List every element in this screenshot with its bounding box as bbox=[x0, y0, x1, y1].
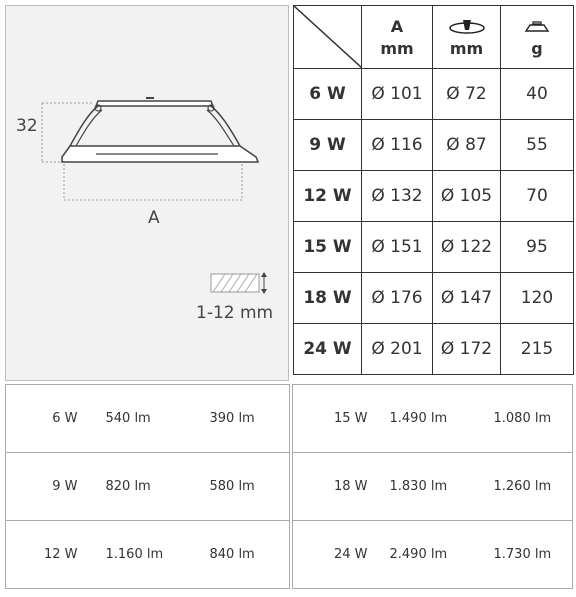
spec-a-value: Ø 116 bbox=[362, 120, 433, 171]
lumen-row bbox=[6, 453, 290, 521]
lumen-spacer bbox=[368, 521, 390, 589]
lumen-power: 6 W bbox=[6, 385, 78, 453]
lumen-power: 9 W bbox=[6, 453, 78, 521]
lumen-table-left bbox=[5, 384, 290, 589]
lumen-power: 12 W bbox=[6, 521, 78, 589]
weight-icon bbox=[501, 17, 573, 39]
spec-power: 9 W bbox=[294, 120, 362, 171]
spec-row bbox=[294, 222, 574, 273]
lumen-table-right bbox=[292, 384, 573, 589]
spec-weight-value: 70 bbox=[501, 171, 574, 222]
lumen-value-2: 580 lm bbox=[210, 453, 290, 521]
lumen-power: 15 W bbox=[293, 385, 368, 453]
spec-row bbox=[294, 171, 574, 222]
diagonal-line-icon bbox=[294, 6, 362, 68]
lumen-spacer bbox=[368, 453, 390, 521]
lumen-value-1: 1.490 lm bbox=[390, 385, 494, 453]
spec-cutout-value: Ø 147 bbox=[433, 273, 501, 324]
spec-a-value: Ø 151 bbox=[362, 222, 433, 273]
lumen-value-2: 840 lm bbox=[210, 521, 290, 589]
header-weight-unit: g bbox=[531, 38, 543, 58]
lumen-value-1: 820 lm bbox=[106, 453, 210, 521]
lumen-spacer bbox=[78, 453, 106, 521]
spec-a-value: Ø 201 bbox=[362, 324, 433, 375]
lumen-value-2: 390 lm bbox=[210, 385, 290, 453]
lumen-spacer bbox=[78, 521, 106, 589]
header-a-mm bbox=[362, 6, 433, 69]
spec-power: 12 W bbox=[294, 171, 362, 222]
header-cutout-unit: mm bbox=[449, 38, 484, 58]
cutout-hole-icon bbox=[433, 17, 500, 39]
ceiling-thickness-label: 1-12 mm bbox=[196, 303, 274, 323]
lumen-power: 18 W bbox=[293, 453, 368, 521]
lumen-power: 24 W bbox=[293, 521, 368, 589]
spec-cutout-value: Ø 105 bbox=[433, 171, 501, 222]
spec-cutout-value: Ø 172 bbox=[433, 324, 501, 375]
spec-power: 6 W bbox=[294, 69, 362, 120]
lumen-value-1: 540 lm bbox=[106, 385, 210, 453]
spec-cutout-value: Ø 122 bbox=[433, 222, 501, 273]
lumen-value-1: 1.160 lm bbox=[106, 521, 210, 589]
diagonal-corner-cell bbox=[294, 6, 362, 69]
spec-cutout-value: Ø 87 bbox=[433, 120, 501, 171]
lumen-row bbox=[293, 385, 573, 453]
lumen-spacer bbox=[78, 385, 106, 453]
spec-a-value: Ø 132 bbox=[362, 171, 433, 222]
spec-power: 15 W bbox=[294, 222, 362, 273]
spec-row bbox=[294, 120, 574, 171]
spec-power: 18 W bbox=[294, 273, 362, 324]
spec-row bbox=[294, 69, 574, 120]
spec-row bbox=[294, 324, 574, 375]
fixture-profile-drawing bbox=[6, 6, 290, 382]
height-dimension-label: 32 bbox=[16, 116, 38, 136]
lumen-row bbox=[293, 453, 573, 521]
spec-weight-value: 55 bbox=[501, 120, 574, 171]
spec-row bbox=[294, 273, 574, 324]
lumen-value-1: 2.490 lm bbox=[390, 521, 494, 589]
spec-a-value: Ø 176 bbox=[362, 273, 433, 324]
lumen-value-1: 1.830 lm bbox=[390, 453, 494, 521]
lumen-value-2: 1.080 lm bbox=[494, 385, 573, 453]
lumen-value-2: 1.260 lm bbox=[494, 453, 573, 521]
a-dimension-label: A bbox=[148, 208, 160, 228]
fixture-drawing-panel bbox=[5, 5, 289, 381]
spec-cutout-value: Ø 72 bbox=[433, 69, 501, 120]
lumen-spacer bbox=[368, 385, 390, 453]
lumen-row bbox=[6, 521, 290, 589]
spec-weight-value: 120 bbox=[501, 273, 574, 324]
spec-weight-value: 95 bbox=[501, 222, 574, 273]
spec-table bbox=[293, 5, 574, 375]
spec-power: 24 W bbox=[294, 324, 362, 375]
spec-a-value: Ø 101 bbox=[362, 69, 433, 120]
spec-header-row bbox=[294, 6, 574, 69]
lumen-row bbox=[6, 385, 290, 453]
header-weight-g bbox=[501, 6, 574, 69]
header-a-label: A bbox=[390, 16, 404, 36]
spec-weight-value: 40 bbox=[501, 69, 574, 120]
lumen-row bbox=[293, 521, 573, 589]
lumen-value-2: 1.730 lm bbox=[494, 521, 573, 589]
spec-weight-value: 215 bbox=[501, 324, 574, 375]
header-cutout-mm bbox=[433, 6, 501, 69]
header-a-unit: mm bbox=[380, 38, 414, 58]
